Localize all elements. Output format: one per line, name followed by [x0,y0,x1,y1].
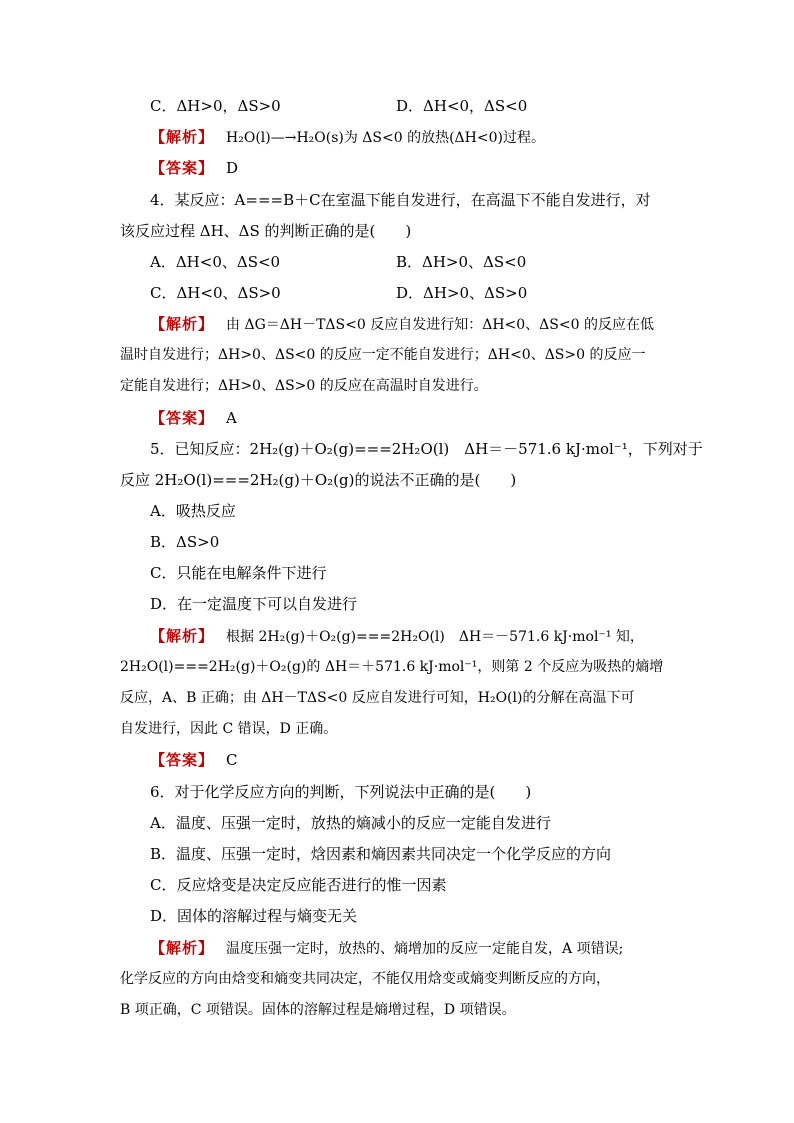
q5-option-a: A．吸热反应 [150,502,236,520]
q4-answer-line [150,408,237,428]
q4-analysis-line-1 [150,314,654,335]
q4-option-c: C．ΔH<0、ΔS>0 [150,284,281,302]
analysis-tag: 【解析】 [150,128,215,146]
q6-stem-line-1: 6．对于化学反应方向的判断，下列说法中正确的是( ) [150,783,532,801]
q6-option-d: D．固体的溶解过程与熵变无关 [150,907,358,925]
q5-analysis-text-1: 根据 2H₂(g)＋O₂(g)===2H₂O(l) ΔH＝－571.6 kJ·mol⁻¹ 知， [226,629,644,645]
q4-stem-line-2: 该反应过程 ΔH、ΔS 的判断正确的是( ) [120,222,412,240]
q4-option-d: D．ΔH>0、ΔS>0 [396,284,528,302]
answer-tag: 【答案】 [150,409,215,427]
q5-analysis-line-2: 2H₂O(l)===2H₂(g)＋O₂(g)的 ΔH＝＋571.6 kJ·mol⁻¹，则第 2 个反应为吸热的熵增 [120,659,664,675]
q6-option-c: C．反应焓变是决定反应能否进行的惟一因素 [150,876,447,894]
q5-option-c: C．只能在电解条件下进行 [150,564,327,582]
analysis-tag: 【解析】 [150,939,215,957]
q4-analysis-line-2: 温时自发进行；ΔH>0、ΔS<0 的反应一定不能自发进行；ΔH<0、ΔS>0 的反应一 [120,347,646,363]
q3-analysis-text: H₂O(l)—→H₂O(s)为 ΔS<0 的放热(ΔH<0)过程。 [226,130,545,146]
q5-option-d: D．在一定温度下可以自发进行 [150,595,358,613]
q6-option-b: B．温度、压强一定时，焓因素和熵因素共同决定一个化学反应的方向 [150,845,612,863]
q5-stem-line-1: 5．已知反应：2H₂(g)＋O₂(g)===2H₂O(l) ΔH＝－571.6 kJ·mol⁻¹，下列对于 [150,440,703,458]
q5-answer-value: C [226,751,238,769]
q4-option-a: A．ΔH<0、ΔS<0 [150,253,281,271]
q6-analysis-line-3: B 项正确，C 项错误。固体的溶解过程是熵增过程，D 项错误。 [120,1002,516,1018]
q3-analysis-line [150,127,545,148]
q3-answer-line [150,158,238,178]
q6-option-a: A．温度、压强一定时，放热的熵减小的反应一定能自发进行 [150,814,551,832]
q4-analysis-text-1: 由 ΔG＝ΔH－TΔS<0 反应自发进行知：ΔH<0、ΔS<0 的反应在低 [226,317,654,333]
q5-option-b: B．ΔS>0 [150,533,220,551]
q4-analysis-line-3: 定能自发进行；ΔH>0、ΔS>0 的反应在高温时自发进行。 [120,378,488,394]
analysis-tag: 【解析】 [150,315,215,333]
q4-stem-line-1: 4．某反应：A===B＋C在室温下能自发进行，在高温下不能自发进行，对 [150,191,651,209]
q5-analysis-line-1 [150,626,644,647]
q5-stem-line-2: 反应 2H₂O(l)===2H₂(g)＋O₂(g)的说法不正确的是( ) [120,471,517,489]
q5-answer-line [150,750,238,770]
q3-option-c: C．ΔH>0，ΔS>0 [150,97,281,115]
answer-tag: 【答案】 [150,751,215,769]
q4-answer-value: A [226,409,237,427]
q6-analysis-line-2: 化学反应的方向由焓变和熵变共同决定，不能仅用焓变或熵变判断反应的方向， [120,971,610,987]
q5-analysis-line-4: 自发进行，因此 C 错误，D 正确。 [120,721,338,737]
q3-answer-value: D [226,159,239,177]
q6-analysis-line-1 [150,938,623,959]
q4-option-b: B．ΔH>0、ΔS<0 [396,253,527,271]
q5-analysis-line-3: 反应，A、B 正确；由 ΔH－TΔS<0 反应自发进行可知，H₂O(l)的分解在高温下可 [120,690,635,706]
answer-tag: 【答案】 [150,159,215,177]
analysis-tag: 【解析】 [150,627,215,645]
q6-analysis-text-1: 温度压强一定时，放热的、熵增加的反应一定能自发，A 项错误; [226,941,624,957]
q3-option-d: D．ΔH<0，ΔS<0 [396,97,528,115]
